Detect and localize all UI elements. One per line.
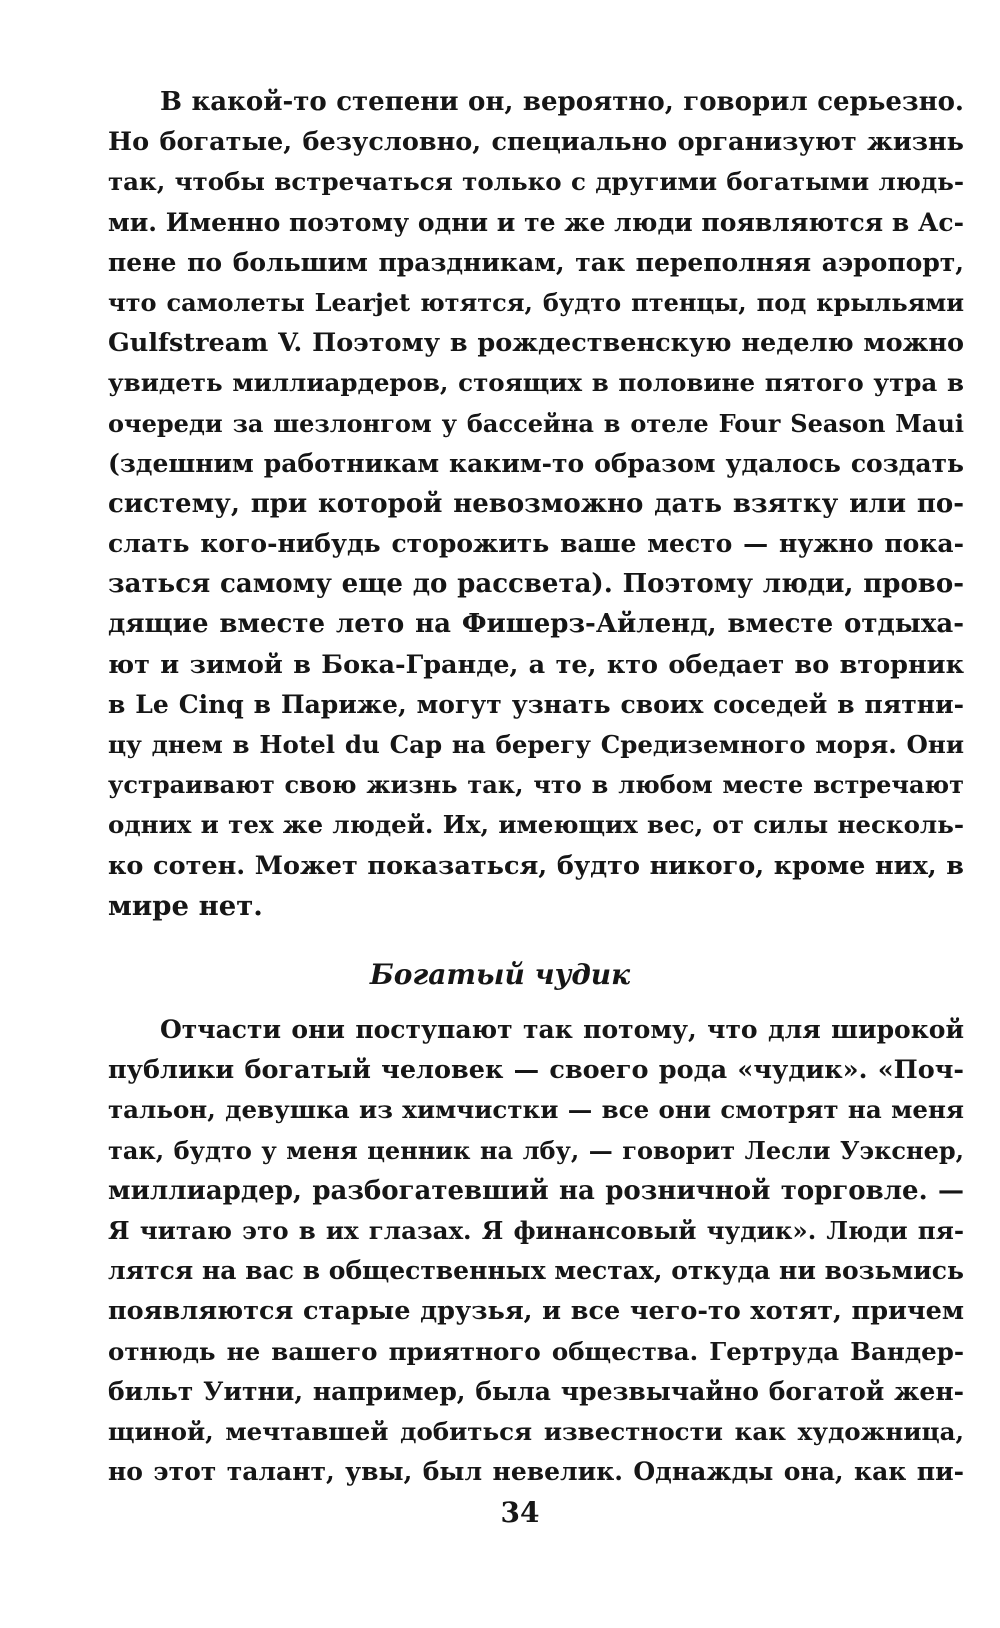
text-line: ми. Именно поэтому одни и те же люди появляются в Ас- xyxy=(108,207,964,237)
text-line: что самолеты Learjet ютятся, будто птенцы, под крыльями xyxy=(108,287,964,317)
text-line: одних и тех же людей. Их, имеющих вес, от силы несколь- xyxy=(108,810,964,840)
text-line: цу днем в Hotel du Cap на берегу Средиземного моря. Они xyxy=(108,730,964,759)
section-heading: Богатый чудик xyxy=(369,958,631,991)
text-line: слать кого-нибудь сторожить ваше место — нужно пока- xyxy=(108,529,964,559)
page-number: 34 xyxy=(500,1496,540,1529)
text-line: устраивают свою жизнь так, что в любом месте встречают xyxy=(108,770,964,800)
text-line: Я читаю это в их глазах. Я финансовый чудик». Люди пя- xyxy=(108,1215,964,1245)
text-line: появляются старые друзья, и все чего-то хотят, причем xyxy=(108,1296,964,1327)
text-line: в Le Cinq в Париже, могут узнать своих соседей в пятни- xyxy=(108,689,964,719)
text-line: очереди за шезлонгом у бассейна в отеле Four Season Maui xyxy=(108,408,964,438)
text-line: публики богатый человек — своего рода «чудик». «Поч- xyxy=(108,1055,964,1086)
text-line: но этот талант, увы, был невелик. Однажды она, как пи- xyxy=(108,1457,964,1487)
text-line: В какой-то степени он, вероятно, говорил серьезно. xyxy=(160,87,964,117)
text-line: дящие вместе лето на Фишерз-Айленд, вместе отдыха- xyxy=(108,609,964,640)
paragraph-1 xyxy=(108,82,964,926)
text-line: лятся на вас в общественных местах, откуда ни возьмись xyxy=(108,1256,964,1286)
text-line: пене по большим праздникам, так переполняя аэропорт, xyxy=(108,247,964,277)
text-line: заться самому еще до рассвета). Поэтому люди, прово- xyxy=(108,569,964,600)
paragraph-2 xyxy=(108,1010,964,1492)
text-line: мире нет. xyxy=(108,889,263,922)
text-line: ют и зимой в Бока-Гранде, а те, кто обедает во вторник xyxy=(108,649,964,680)
text-line: бильт Уитни, например, была чрезвычайно богатой жен- xyxy=(108,1376,964,1406)
text-line: Gulfstream V. Поэтому в рождественскую неделю можно xyxy=(108,328,964,359)
text-line: Отчасти они поступают так потому, что для широкой xyxy=(160,1015,964,1044)
text-line: увидеть миллиардеров, стоящих в половине пятого утра в xyxy=(108,368,964,398)
text-line: (здешним работникам каким-то образом удалось создать xyxy=(108,448,964,478)
text-line: ко сотен. Может показаться, будто никого, кроме них, в xyxy=(108,850,964,881)
text-line: тальон, девушка из химчистки — все они смотрят на меня xyxy=(108,1095,964,1125)
text-line: миллиардер, разбогатевший на розничной торговле. — xyxy=(108,1175,964,1206)
text-line: систему, при которой невозможно дать взятку или по- xyxy=(108,488,964,519)
text-line: отнюдь не вашего приятного общества. Гертруда Вандер- xyxy=(108,1336,964,1366)
text-line: так, будто у меня ценник на лбу, — говорит Лесли Уэкснер, xyxy=(108,1135,964,1165)
text-line: щиной, мечтавшей добиться известности как художница, xyxy=(108,1416,964,1446)
text-line: Но богатые, безусловно, специально организуют жизнь xyxy=(108,127,964,158)
text-line: так, чтобы встречаться только с другими богатыми людь- xyxy=(108,167,964,197)
